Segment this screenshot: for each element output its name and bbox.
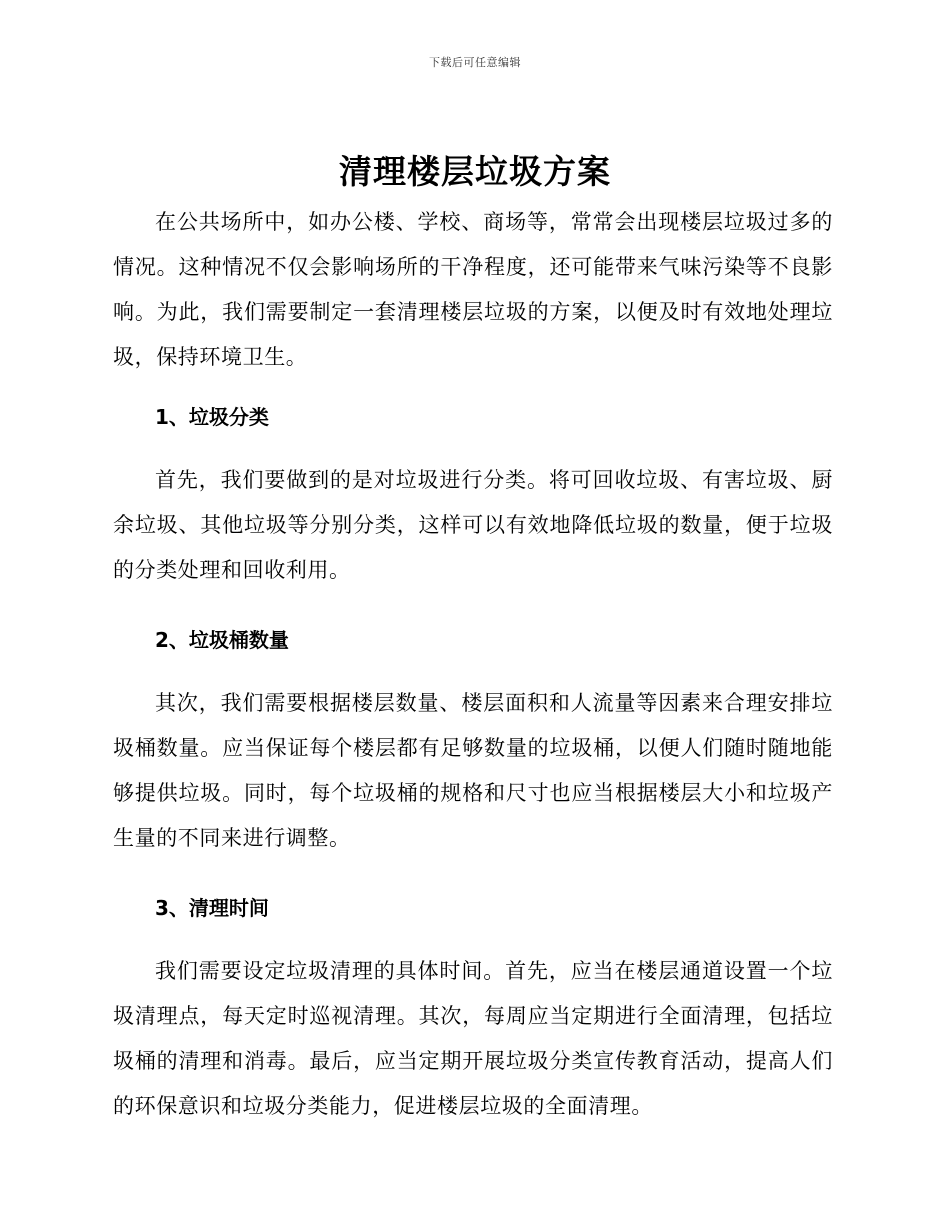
- document-body: [113, 200, 833, 1129]
- section-heading-cleaning-time: 3、清理时间: [155, 896, 269, 920]
- section-heading-bin-quantity: 2、垃圾桶数量: [155, 628, 289, 652]
- section-body-cleaning-time: 我们需要设定垃圾清理的具体时间。首先，应当在楼层通道设置一个垃圾清理点，每天定时巡视清理。其次，每周应当定期进行全面清理，包括垃圾桶的清理和消毒。最后，应当定期开展垃圾分类宣传教育活动，提高人们的环保意识和垃圾分类能力，促进楼层垃圾的全面清理。: [113, 959, 833, 1118]
- section-body-bin-quantity: 其次，我们需要根据楼层数量、楼层面积和人流量等因素来合理安排垃圾桶数量。应当保证每个楼层都有足够数量的垃圾桶，以便人们随时随地能够提供垃圾。同时，每个垃圾桶的规格和尺寸也应当根据楼层大小和垃圾产生量的不同来进行调整。: [113, 691, 833, 850]
- section-body-waste-sorting: 首先，我们要做到的是对垃圾进行分类。将可回收垃圾、有害垃圾、厨余垃圾、其他垃圾等分别分类，这样可以有效地降低垃圾的数量，便于垃圾的分类处理和回收利用。: [113, 468, 833, 582]
- section-heading-waste-sorting: 1、垃圾分类: [155, 405, 269, 429]
- header-note: 下载后可任意编辑: [429, 56, 521, 69]
- document-title: 清理楼层垃圾方案: [339, 152, 611, 191]
- intro-paragraph: 在公共场所中，如办公楼、学校、商场等，常常会出现楼层垃圾过多的情况。这种情况不仅会影响场所的干净程度，还可能带来气味污染等不良影响。为此，我们需要制定一套清理楼层垃圾的方案，以便及时有效地处理垃圾，保持环境卫生。: [113, 210, 833, 369]
